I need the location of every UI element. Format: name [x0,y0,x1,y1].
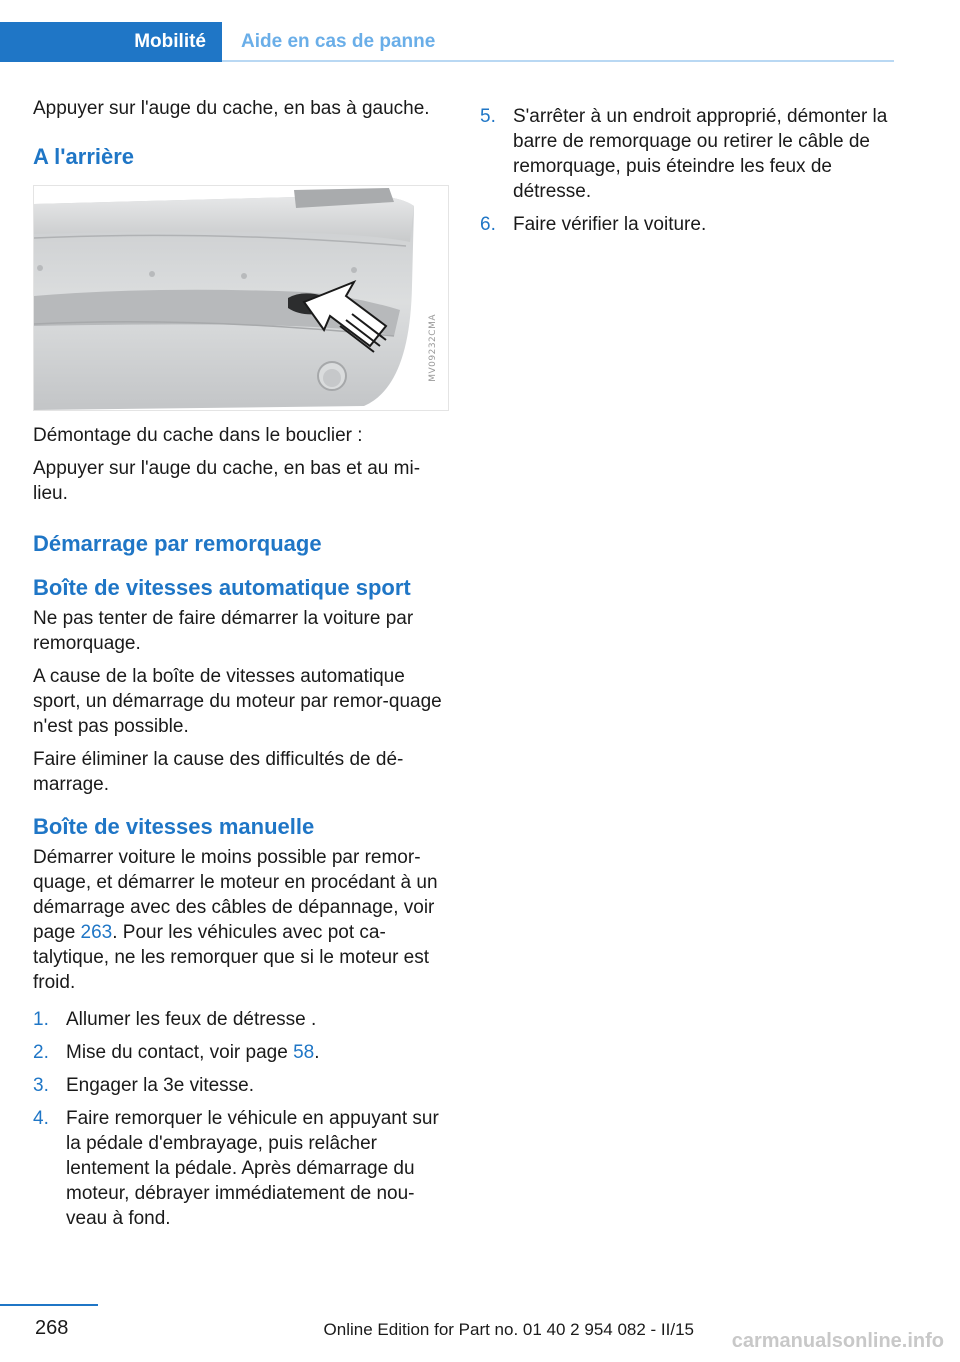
step-number: 6. [480,214,496,235]
manual-text-b: . Pour les véhicules avec pot ca-talytique, ne les remorquer que si le moteur est froid. [33,922,430,993]
step-text: Allumer les feux de détresse . [66,1009,317,1030]
auto-paragraph-2: A cause de la boîte de vitesses automatique sport, un démarrage du moteur par remor-quage n'est pas possible. [33,666,442,737]
list-item [33,1073,451,1098]
step-number: 2. [33,1042,49,1063]
step-text-end: . [314,1042,320,1063]
steps-list-right [480,104,898,237]
step-text: Faire remorquer le véhicule en appuyant sur la pédale d'embrayage, puis relâcher lentement la pédale. Après démarrage du moteur, débrayer immédiatement de nou-veau à fond. [66,1108,439,1229]
edition-text: Online Edition for Part no. 01 40 2 954 082 - II/15 [323,1320,694,1339]
step-text: Faire vérifier la voiture. [513,214,707,235]
list-item [33,1007,451,1032]
tab-aide-en-cas-de-panne[interactable] [241,22,435,62]
heading-manual: Boîte de vitesses manuelle [33,814,315,839]
page-link-263[interactable]: 263 [80,922,113,943]
step-text: Mise du contact, voir page [66,1042,294,1063]
tab-mobilite[interactable] [0,22,222,62]
manual-paragraph [33,845,451,995]
page-number: 268 [35,1317,69,1339]
page-link-58[interactable]: 58 [293,1042,315,1063]
list-item [33,1040,451,1065]
step-number: 5. [480,106,496,127]
steps-list-left [33,1007,451,1231]
header-divider [222,60,894,62]
right-column [480,96,898,245]
tab-mobilite-label: Mobilité [134,31,206,52]
figure-caption: Démontage du cache dans le bouclier : [33,425,363,446]
figure-caption-detail: Appuyer sur l'auge du cache, en bas et au mi-lieu. [33,458,421,504]
list-item [33,1106,451,1231]
heading-rear: A l'arrière [33,144,135,169]
left-column [33,96,451,1239]
page-header [0,0,960,64]
footer-divider [0,1304,98,1306]
figure-code: MV09232CMA [428,314,438,382]
watermark: carmanualsonline.info [731,1330,944,1352]
auto-paragraph-3: Faire éliminer la cause des difficultés de dé-marrage. [33,749,404,795]
step-text: S'arrêter à un endroit approprié, démonter la barre de remorquage ou retirer le câble de remorquage, puis éteindre les feux de détresse. [513,106,888,202]
manual-text-a: Démarrer voiture le moins possible par remor-quage, et démarrer le moteur en procédant à un démarrage avec des câbles de dépannage, voir page [33,847,438,943]
intro-text: Appuyer sur l'auge du cache, en bas à gauche. [33,98,430,119]
step-number: 1. [33,1009,49,1030]
bumper-illustration [34,186,448,410]
step-text: Engager la 3e vitesse. [66,1075,255,1096]
step-number: 4. [33,1108,49,1129]
list-item [480,212,898,237]
heading-tow-start: Démarrage par remorquage [33,531,322,556]
list-item [480,104,898,204]
auto-paragraph-1: Ne pas tenter de faire démarrer la voiture par remorquage. [33,608,414,654]
heading-automatic: Boîte de vitesses automatique sport [33,575,411,600]
step-number: 3. [33,1075,49,1096]
tab-aide-label: Aide en cas de panne [241,31,436,52]
bumper-figure [33,185,449,411]
